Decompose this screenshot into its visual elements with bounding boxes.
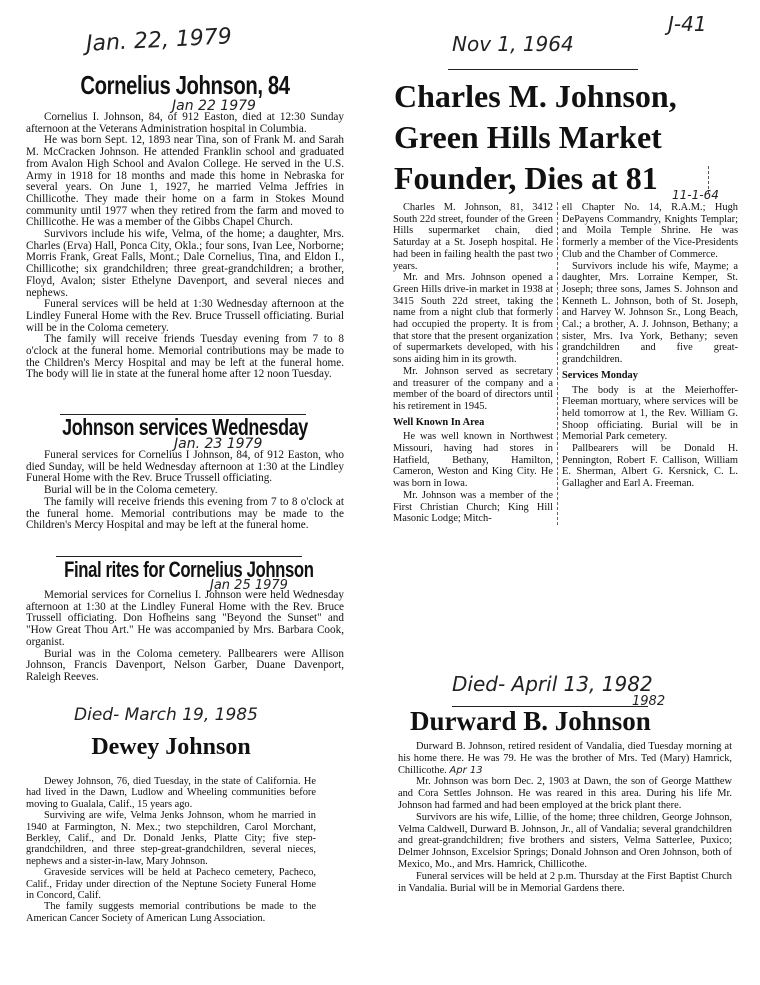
- handwritten-date: Jan 25 1979: [210, 578, 288, 593]
- text-column: [393, 202, 553, 525]
- paragraph: Mr. and Mrs. Johnson opened a Green Hills drive-in market in 1938 at 3415 South 22d street, taking the name from a night club that formerly had occupied the property. It is from that store that the present organization of supermarkets developed, with his sons aiding him in its growth.: [393, 272, 553, 366]
- handwritten-year: 1982: [632, 694, 666, 709]
- handwritten-date: Jan. 23 1979: [174, 436, 263, 452]
- paragraph: Mr. Johnson was born Dec. 2, 1903 at Dawn, the son of George Matthew and Cora Settles Johnson. He was reared in this area. During his life Mr. Johnson had farmed and had been employed at the brick plant there.: [398, 776, 732, 811]
- text-column: [562, 202, 738, 525]
- paragraph: Burial was in the Coloma cemetery. Pallbearers were Allison Johnson, Francis Davenport, Nelson Garber, Duane Davenport, Raleigh Reeves.: [26, 647, 344, 683]
- paragraph: The family suggests memorial contributions be made to the American Cancer Society of American Lung Association.: [26, 901, 316, 924]
- column-rule: [708, 166, 709, 194]
- article-final-rites: [26, 557, 344, 583]
- paragraph: Charles M. Johnson, 81, 3412 South 22d street, founder of the Green Hills supermarket chain, died Saturday at a St. Joseph hospital. He had been in failing health the past two years.: [393, 202, 553, 272]
- paragraph: [398, 741, 732, 776]
- paragraph: Memorial services for Cornelius I. Johnson were held Wednesday afternoon at 1:30 at the Lindley Funeral Home with the Rev. Bruce Trussell officiating. Don Hofheins sang "Beyond the Sunset" and "How Great Thou Art." He was accompanied by Mrs. Barbara Cook, organist.: [26, 589, 344, 648]
- handwritten-date: Died- March 19, 1985: [74, 705, 258, 725]
- paragraph: He was well known in Northwest Missouri, having had stores in Hatfield, Bethany, Hamilton, Cameron, Weston and King City. He was born in Iowa.: [393, 431, 553, 490]
- article-body: [26, 776, 316, 924]
- paragraph-text: Durward B. Johnson, retired resident of Vandalia, died Tuesday morning at his home there. He was 79. He was the brother of Mrs. Ted (Mary) Hamrick, Chillicothe.: [398, 741, 732, 776]
- subheading: Services Monday: [562, 369, 638, 381]
- article-body: [398, 741, 732, 894]
- headline-line: Founder, Dies at 81: [394, 160, 658, 196]
- article-body: [26, 450, 344, 532]
- paragraph: Pallbearers will be Donald H. Pennington, Robert F. Callison, William E. Sherman, Albert G. Kersnick, C. L. Gallagher and Earl A. Freeman.: [562, 443, 738, 490]
- divider: [448, 69, 638, 70]
- paragraph: Survivors include his wife, Mayme; a daughter, Mrs. Lorraine Kemper, St. Joseph; three sons, James S. Johnson and Kenneth L. Johnson, both of St. Joseph, and Harvey W. Johnson Sr., Long Beach, Cal.; a brother, A. J. Johnson, Bethany; a sister, Mrs. Iva York, Bethany; seven grandchildren and five great-grandchildren.: [562, 260, 738, 366]
- headline: [394, 76, 677, 199]
- article-body: [26, 112, 344, 381]
- paragraph: Mr. Johnson served as secretary and treasurer of the company and a member of the board of directors until his retirement in 1945.: [393, 365, 553, 412]
- handwritten-date: Jan 22 1979: [172, 98, 256, 114]
- paragraph: Survivors are his wife, Lillie, of the home; three children, George Johnson, Velma Caldwell, Durward B. Johnson, Jr., all of Vandalia; several grandchildren and great-grandchildren; five brothers and sisters, Velma Satterlee, Puxico; Delmer Johnson, Excelsior Springs; Donald Johnson and Oren Johnson, both of Mexico, Mo., and Mrs. Hamrick, Chillicothe.: [398, 811, 732, 870]
- handwritten-date: Died- April 13, 1982: [452, 672, 653, 696]
- paragraph: He was born Sept. 12, 1893 near Tina, son of Frank M. and Sarah M. McCracken Johnson. He attended Franklin school and graduated from Avalon High School and Avalon College. He served in the U.S. Army in 1918 for 18 months and made this home in Nebraska for several years. On June 1, 1927, he married Velma Jeffries in Chillicothe. They made their home on a farm in Stokes Mound community until 1977 when they retired from the farm and moved to Chillicothe. He was a member of the Gibbs Chapel Church.: [26, 134, 344, 229]
- headline: Johnson services Wednesday: [62, 414, 308, 440]
- paragraph: Surviving are wife, Velma Jenks Johnson, whom he married in 1940 at Farmington, N. Mex.; two stepchildren, Carol Morchant, Berkley, Calif., and Dr. Donald Jenks, Platte City; five step-grandchildren, and three step-great-grandchildren, several nieces, nephews and a sister-in-law, Mary Johnson.: [26, 810, 316, 867]
- paragraph: ell Chapter No. 14, R.A.M.; Hugh DePayens Commandry, Knights Templar; and Moila Temple Shrine. He was formerly a member of the Vice-Presidents Club and the Chamber of Commerce.: [562, 202, 738, 260]
- paragraph: Survivors include his wife, Velma, of the home; a daughter, Mrs. Charles (Erva) Hall, Ponca City, Okla.; four sons, Ivan Lee, Norborne; Morris Frank, Great Falls, Mont.; Dale Cornelius, Tina, and Eldon I., Chillicothe; six grandchildren; three great-grandchildren; a brother, Floyd, Avalon; sister Ethelyne Davenport, and several nieces and nephews.: [26, 228, 344, 299]
- page-marker: J-41: [668, 12, 707, 36]
- headline-line: Charles M. Johnson,: [394, 78, 677, 114]
- paragraph: The family will receive friends this evening from 7 to 8 o'clock at the funeral home. Memorial contributions may be made to the Children's Mercy Hospital and may be left at the funeral home.: [26, 495, 344, 532]
- handwritten-date: 11-1-64: [672, 188, 719, 202]
- handwritten-date: Jan. 22, 1979: [85, 24, 233, 57]
- paragraph: Funeral services for Cornelius I Johnson, 84, of 912 Easton, who died Sunday, will be held Wednesday afternoon at 1:30 at the Lindley Funeral Home with the Rev. Bruce Trussell officiating.: [26, 449, 344, 485]
- paragraph: Cornelius I. Johnson, 84, of 912 Easton, died at 12:30 Sunday afternoon at the Veterans Administration hospital in Columbia.: [26, 111, 344, 135]
- column-rule: [557, 202, 558, 525]
- article-body: [26, 590, 344, 684]
- paragraph: The body is at the Meierhoffer-Fleeman mortuary, where services will be held tomorrow at 1, the Rev. William G. Shoop officiating. Burial will be in Memorial Park cemetery.: [562, 384, 738, 443]
- headline: Dewey Johnson: [91, 734, 251, 760]
- article-cornelius: [26, 70, 344, 101]
- headline: Durward B. Johnson: [410, 706, 651, 736]
- article-charles-body: [393, 202, 746, 525]
- headline: Final rites for Cornelius Johnson: [64, 557, 314, 582]
- subheading: Well Known In Area: [393, 416, 485, 428]
- paragraph: Funeral services will be held at 1:30 Wednesday afternoon at the Lindley Funeral Home with the Rev. Bruce Trussell officiating. Burial will be in the Coloma cemetery.: [26, 298, 344, 334]
- paragraph: Graveside services will be held at Pacheco cemetery, Pacheco, Calif., Friday under direction of the Neptune Society Funeral Home in Concord, Calif.: [26, 867, 316, 902]
- headline-line: Green Hills Market: [394, 119, 662, 155]
- handwritten-note: Apr 13: [449, 764, 483, 776]
- paragraph: Funeral services will be held at 2 p.m. Thursday at the First Baptist Church in Vandalia. Burial will be in Memorial Gardens there.: [398, 870, 732, 894]
- handwritten-date: Nov 1, 1964: [452, 32, 574, 56]
- paragraph: The family will receive friends Tuesday evening from 7 to 8 o'clock at the funeral home. Memorial contributions may be made to the Children's Mercy Hospital and may be left at the funeral home. The body will lie in state at the funeral home after 12 noon Tuesday.: [26, 333, 344, 381]
- headline: Cornelius Johnson, 84: [80, 70, 290, 100]
- paragraph: Burial will be in the Coloma cemetery.: [44, 484, 218, 497]
- paragraph: Mr. Johnson was a member of the First Christian Church; King Hill Masonic Lodge; Mitch-: [393, 489, 553, 525]
- paragraph: Dewey Johnson, 76, died Tuesday, in the state of California. He had lived in the Dawn, Ludlow and Wheeling communities before moving to Gualala, Calif., 15 years ago.: [26, 776, 316, 810]
